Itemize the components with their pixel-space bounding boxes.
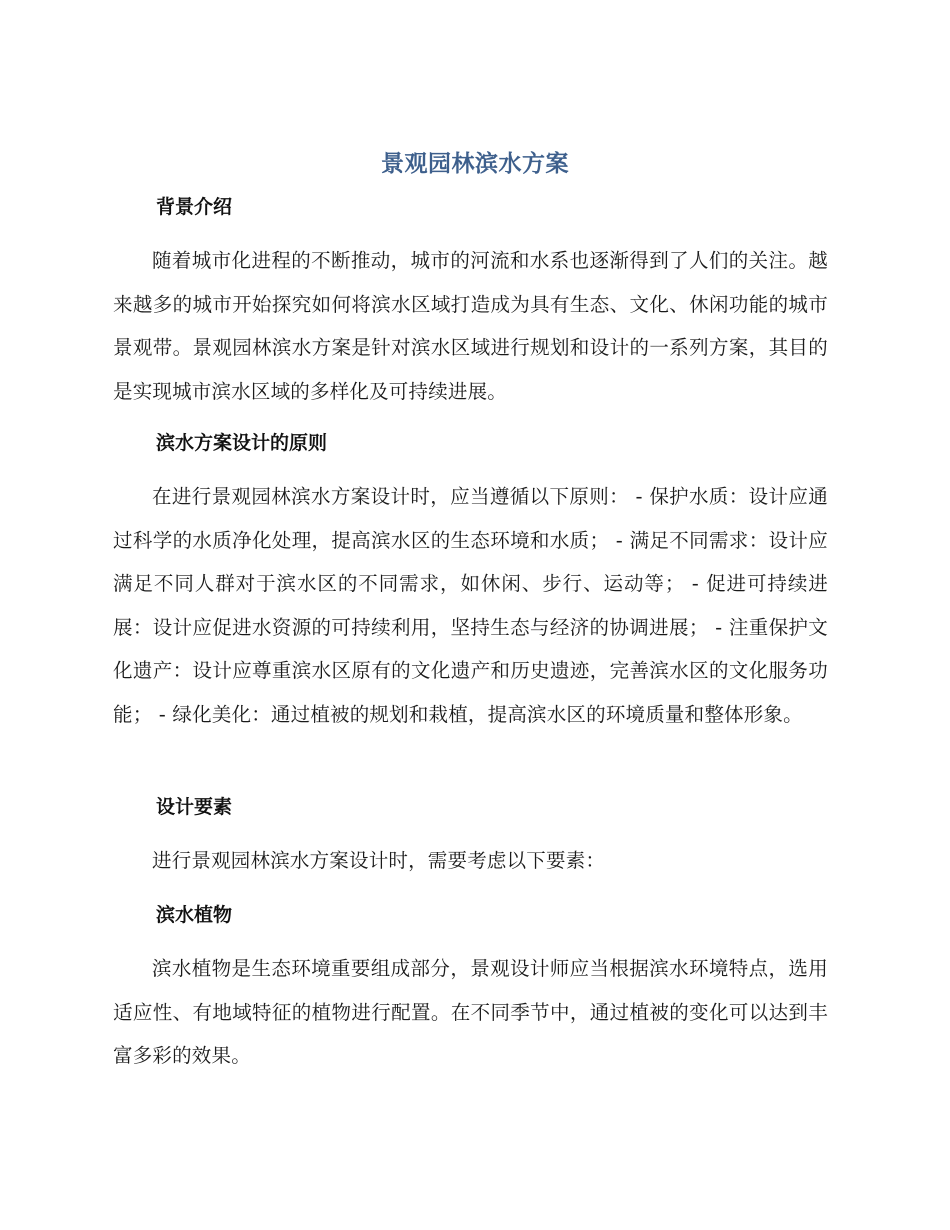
section-heading-design-elements: 设计要素 (156, 796, 233, 818)
section-heading-principles: 滨水方案设计的原则 (156, 432, 328, 454)
document-title: 景观园林滨水方案 (381, 151, 569, 177)
section-heading-background: 背景介绍 (156, 196, 233, 218)
section-heading-waterfront-plants: 滨水植物 (156, 904, 233, 926)
section-paragraph-design-elements: 进行景观园林滨水方案设计时，需要考虑以下要素： (152, 849, 606, 872)
section-paragraph-waterfront-plants: 滨水植物是生态环境重要组成部分，景观设计师应当根据滨水环境特点，选用适应性、有地域特征的植物进行配置。在不同季节中，通过植被的变化可以达到丰富多彩的效果。 (113, 957, 828, 1067)
section-paragraph-principles: 在进行景观园林滨水方案设计时，应当遵循以下原则： - 保护水质：设计应通过科学的水质净化处理，提高滨水区的生态环境和水质； - 满足不同需求：设计应满足不同人群对于滨水区的不同需求，如休闲、步行、运动等； - 促进可持续进展：设计应促进水资源的可持续利用，坚持生态与经济的协调进展； - 注重保护文化遗产：设计应尊重滨水区原有的文化遗产和历史遗迹，完善滨水区的文化服务功能； - 绿化美化：通过植被的规划和栽植，提高滨水区的环境质量和整体形象。 (113, 485, 828, 726)
section-paragraph-background: 随着城市化进程的不断推动，城市的河流和水系也逐渐得到了人们的关注。越来越多的城市开始探究如何将滨水区域打造成为具有生态、文化、休闲功能的城市景观带。景观园林滨水方案是针对滨水区域进行规划和设计的一系列方案，其目的是实现城市滨水区域的多样化及可持续进展。 (113, 249, 828, 403)
